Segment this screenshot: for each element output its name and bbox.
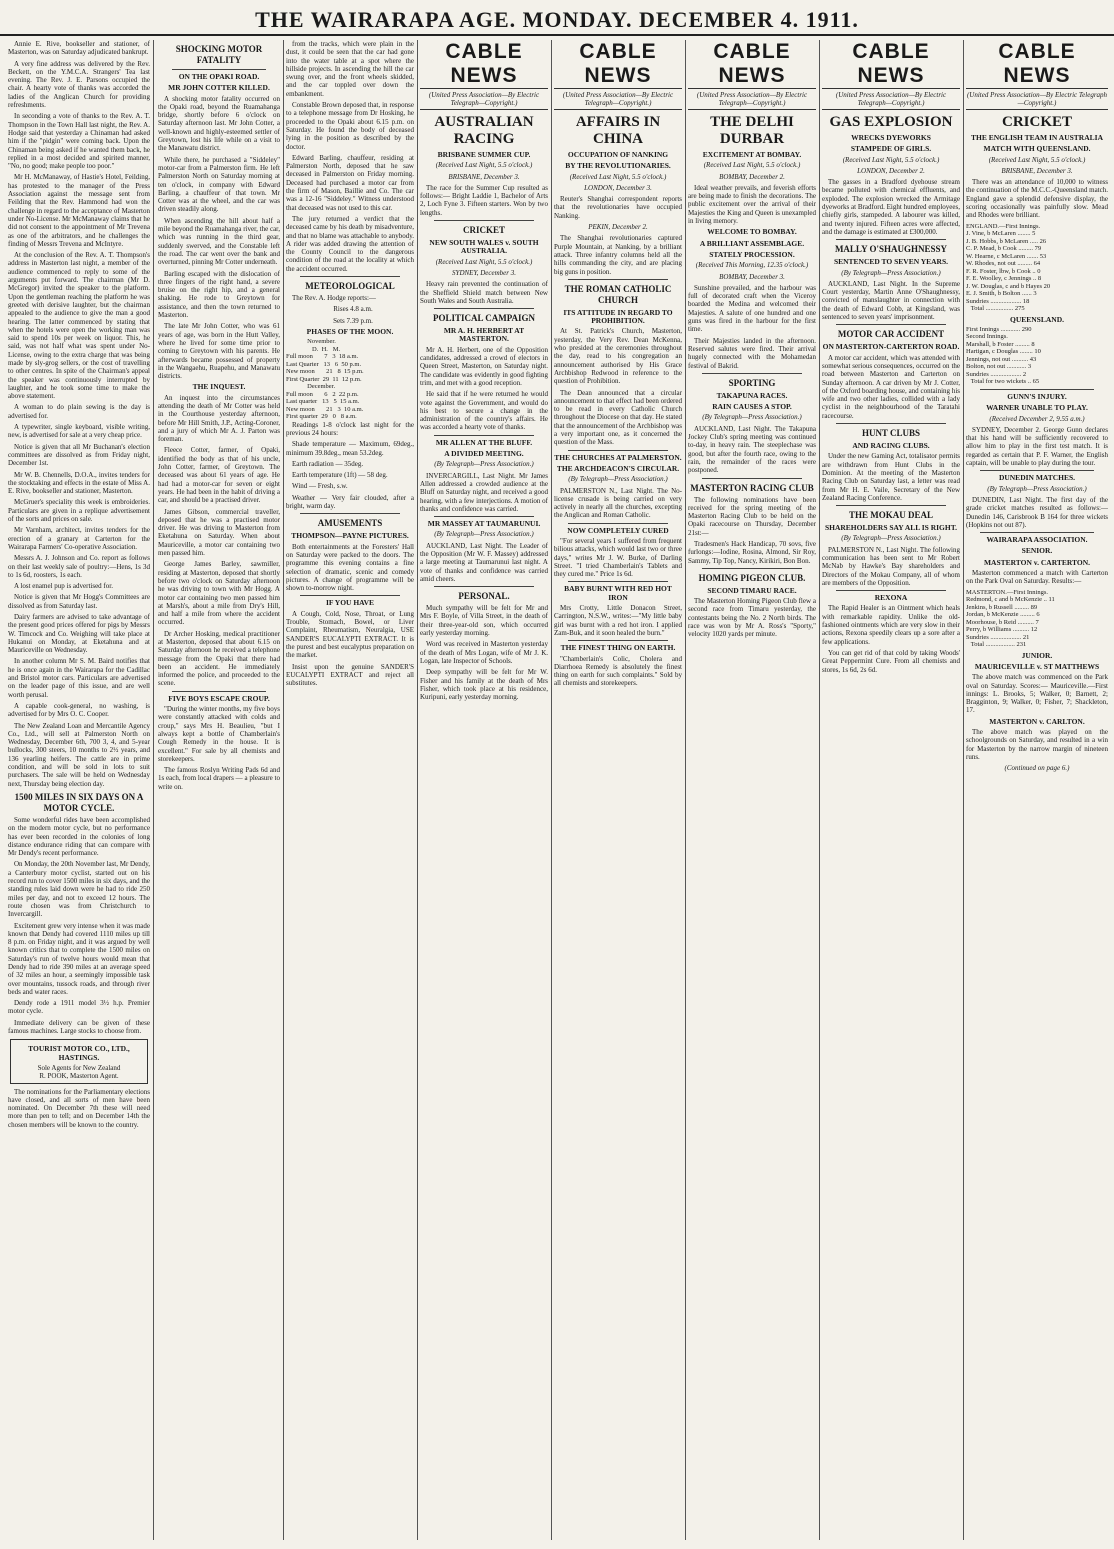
dateline: BOMBAY, December 3. (719, 272, 785, 281)
ad-line: R. POOK, Masterton Agent. (39, 1072, 119, 1081)
article-paragraph: Their Majesties landed in the afternoon. Reserved salutes were fired. Their arrival hugely connected with the Mohamedan festival of Bakrid. (688, 336, 816, 370)
column-motor-fatality (158, 40, 280, 1540)
received-note: (Received Last Night, 5.5 o'clock.) (569, 172, 667, 181)
article-paragraph: Much sympathy will be felt for Mr and Mrs F. Boyle, of Villa Street, in the death of their three-year-old son, which occurred early yesterday morning. (420, 604, 548, 638)
article-paragraph: Mrs Crotty, Little Donacon Street, Carrington, N.S.W., writes:—"My little baby girl was burnt with a red hot iron. I applied Zam-Buk, and it soon healed the burn." (554, 604, 682, 637)
article-paragraph: "Chamberlain's Colic, Cholera and Diarrhoea Remedy is absolutely the finest thing on earth for such complaints." Sold by all chemists and storekeepers. (554, 654, 682, 688)
column-rule (819, 40, 820, 1540)
article-paragraph: Deep sympathy will be felt for Mr W. Fisher and his family at the death of Mrs Fisher, which took place at his residence, Kuripuni, early yesterday morning. (420, 668, 548, 702)
article-subheadline: SENIOR. (1021, 546, 1053, 556)
masthead (0, 6, 1114, 36)
article-paragraph: The New Zealand Loan and Mercantile Agency Co., Ltd., will sell at Palmerston North on Wednesday, December 6th, 700 3, 4, and 5-year bullocks, 300 steers, 10 months to 2½ years, and 136 yearling heifers. The cattle are in prime condition, and will be sold in lots to suit purchasers. The sale will be held on Wednesday next, Thursday being election day. (8, 721, 150, 788)
article-paragraph: Notice is given that all Mr Buchanan's election committees are dissolved as from Friday night, December 1st. (8, 442, 150, 468)
article-paragraph: AUCKLAND, Last Night. In the Supreme Court yesterday, Martin Anne O'Shaughnessy, convicted of manslaughter in connection with the death of Edward Cobb, at Kingsland, was sentenced to seven years' imprisonment. (822, 279, 960, 322)
article-paragraph: Insist upon the genuine SANDER'S EUCALYPTI EXTRACT and reject all substitutes. (286, 662, 414, 688)
article-paragraph: Some wonderful rides have been accomplished on the modern motor cycle, but no performance has ever been recorded in the colonies of long distance endurance riding that can compare with Mr Dendy's recent performance. (8, 815, 150, 858)
advertisement-headline: IF YOU HAVE (325, 598, 375, 608)
article-paragraph: Both entertainments at the Foresters' Hall on Saturday were packed to the doors. The programme this evening contains a fine selection of dramatic, scenic and comedy pictures. A change of programme will be shown to-morrow night. (286, 542, 414, 593)
article-subheadline: TAKAPUNA RACES. (716, 390, 788, 400)
article-paragraph: The above match was commenced on the Park oval on Saturday. Scores:— Mauriceville.—First innings: L. Brooks, 5; Walker, 0; Barnett, 2; Bragginton, 9; Walker, 0; Fisher, 7; Shackleton, 17. (966, 673, 1108, 715)
article-subheadline: STATELY PROCESSION. (709, 249, 795, 259)
article-paragraph: A lost enamel pup is advertised for. (14, 582, 113, 591)
agency-credit: (By Telegraph—Press Association.) (702, 413, 802, 422)
article-subheadline: SECOND TIMARU RACE. (707, 585, 797, 595)
divider (568, 523, 668, 524)
article-paragraph: While there, he purchased a "Siddeley" motor-car from a Palmerston firm. He left Palmerston North on Saturday morning at ten o'clock, in company with Edward Barling, a chauffeur of that town. Mr Cotter was at the wheel, and the car was driven steadily along. (158, 155, 280, 214)
agency-credit: (By Telegraph—Press Association.) (434, 460, 534, 469)
cable-news-credit: (United Press Association—By Electric Telegraph—Copyright.) (554, 91, 682, 110)
article-subheadline: WARNER UNABLE TO PLAY. (986, 403, 1088, 413)
article-headline: METEOROLOGICAL (305, 281, 395, 292)
article-paragraph: George James Barley, sawmiller, residing at Masterton, deposed that shortly before two o'clock on Saturday afternoon he was driving to town with Mr Hogg. A motor car containing two men passed him at Marsh's, about a mile from Dry's Hill, and half a mile from where the accident occurred. (158, 560, 280, 627)
article-paragraph: A capable cook-general, no washing, is advertised for by Mrs O. C. Cooper. (8, 701, 150, 719)
article-subheadline: THOMPSON—PAYNE PICTURES. (291, 531, 409, 541)
article-paragraph: Dr Archer Hosking, medical practitioner at Masterton, deposed that about 6.15 on Saturday afternoon he received a telephone message from the Opaki that there had been an accident. He immediately informed the police, and proceeded to the scene. (158, 629, 280, 688)
divider (568, 279, 668, 280)
column-rule (153, 40, 154, 1540)
divider (702, 478, 802, 479)
moon-phase-table: November. D. H. M. Full moon 7 3 18 a.m. Last Quarter 13 6 50 p.m. New moon 21 8 15 p.m. First Quarter 29 11 12 p.m. December. Full moon 6 2 22 p.m. Last quarter 13 5 15 a.m. New moon 21 3 10 a.m. First quarter 29 0 8 a.m. (286, 338, 364, 421)
article-paragraph: Mr Varnham, architect, invites tenders for the erection of a granary at Carterton for the Wairarapa Farmers' Co-operative Association. (8, 526, 150, 551)
article-headline: THE CHURCHES AT PALMERSTON. (554, 452, 682, 462)
weather-line: Wind — Fresh, s.w. (292, 482, 348, 491)
divider (172, 691, 266, 692)
article-headline: PERSONAL. (458, 591, 510, 602)
received-note: (Received December 2, 9.55 a.m.) (989, 414, 1085, 423)
cable-news-credit: (United Press Association—By Electric Telegraph—Copyright.) (822, 91, 960, 110)
column-rule (551, 40, 552, 1540)
article-paragraph: from the tracks, which were plain in the dust, it could be seen that the car had gone into the water table at a spot where the hillside projects. In ascending the hill the car swung over, and the front wheels skidded, and the car toppled over down the embankment. (286, 40, 414, 98)
advertisement-headline: NOW COMPLETELY CURED (567, 525, 669, 535)
article-subheadline: MR A. H. HERBERT AT MASTERTON. (443, 326, 525, 344)
article-subheadline: THE ARCHDEACON'S CIRCULAR. (556, 463, 680, 473)
divider (434, 435, 534, 436)
article-paragraph: Mr W. B. Chennells, D.O.A., invites tenders for the stocktaking and effects in the estate of Miss A. E. Rive, bookseller and stationer, Masterton. (8, 470, 150, 496)
scorecard: ENGLAND.—First Innings. J. Vine, b McLaren ........ 5 J. B. Hobbs, b McLaren ..... 26 C. P. Mead, b Cook ......... 79 W. Hearne, c McLaren ....... 53 W. Rhodes, not out ......... 64 F. R. Foster, lbw, b Cook .. 0 F. E. Woolley, c Jennings .. 8 J. W. Douglas, c and b Hayes 20 E. J. Smith, b Bolton ...... 3 Sundries ................... 18 Total ................. 275 (966, 222, 1051, 313)
article-paragraph: In seconding a vote of thanks to the Rev. A. T. Thompson in the Town Hall last night, the Rev. A. Hodge said that yesterday a Chinaman had asked him if the "pidgin" were coming back. Upon the Chinaman being asked if he wanted them back, he replied in a most decided and spirited manner, "No, no good; make people too poor." (8, 112, 150, 171)
article-paragraph: The Shanghai revolutionaries captured Purple Mountain, at Nanking, by a brilliant attack. Three infantry columns held all the hills commanding the city, and are placing big guns in position. (554, 234, 682, 276)
article-subheadline: OCCUPATION OF NANKING (567, 150, 669, 159)
cable-news-banner: CABLE NEWS (688, 40, 816, 89)
advertisement (10, 1039, 148, 1083)
article-paragraph: A Cough, Cold, Nose, Throat, or Lung Trouble, Stomach, Bowel, or Liver Complaint, Rheumatism, Neuralgia, USE SANDER'S EUCALYPTI EXTRACT. It is the purest and best eucalyptus preparation on the market. (286, 609, 414, 660)
article-paragraph: At the conclusion of the Rev. A. T. Thompson's address in Masterton last night, a member of the audience commenced to reply to some of the arguments put forward. The chairman (Mr D. McGregor) invited the speaker to the platform. Upon the gentleman reaching the platform he was greeted with derisive laughter, but the chairman appealed to the audience to give the man a good hearing. The latter commenced by stating that when the hotels were open the working man was said to spend 10s per week on liquor. This, he said, was not half what was spent under No-License, owing to the extra charge that was being made by sly-grog sellers, or the cost of travelling to other centres. In spite of the Chairman's appeal the speaker was continuously interrupted by laughter, and he took some time to make the above statement. (8, 251, 150, 401)
divider (836, 590, 946, 591)
article-subheadline: SHAREHOLDERS SAY ALL IS RIGHT. (824, 523, 958, 533)
article-subheadline: ITS ATTITUDE IN REGARD TO PROHIBITION. (563, 307, 673, 326)
article-paragraph: The above match was played on the schoolgrounds on Saturday, and resulted in a win for Masterton by the narrow margin of nineteen runs. (966, 727, 1108, 761)
weather-line: Readings 1-8 o'clock last night for the previous 24 hours: (286, 420, 414, 437)
article-headline: AMUSEMENTS (317, 518, 383, 529)
article-paragraph: There was an attendance of 10,000 to witness the continuation of the M.C.C.-Queensland match. England gave a splendid defensive display, the scoring occasionally was painfully slow. Mead and Rhodes were brilliant. (966, 178, 1108, 220)
article-headline: MR ALLEN AT THE BLUFF. (435, 437, 533, 447)
divider (434, 586, 534, 587)
divider (172, 69, 266, 70)
article-paragraph: AUCKLAND, Last Night. The Takapuna Jockey Club's spring meeting was continued to-day, in heavy rain. The steeplechase was good, but after the fourth race, owing to the rain, the remainder of the races were postponed. (688, 424, 816, 475)
article-paragraph: McGruer's speciality this week is embroideries. Particulars are given in a replique advertisement of the sorts and prices on sale. (8, 498, 150, 524)
article-paragraph: On Monday, the 20th November last, Mr Dendy, a Canterbury motor cyclist, started out on his record run to cover 1500 miles in six days, and the standing rules laid down were he had to ride 250 miles per day, and not to exceed 12 hours. The route chosen was from Christchurch to Invercargill. (8, 860, 150, 919)
weather-line: The Rev. A. Hodge reports:— (292, 294, 376, 303)
scorecard: MASTERTON.—First Innings. Redmond, c and b McKenzie .. 11 Jenkins, b Russell ......... 89 Jordan, b McKenzie ......... 6 Moorhouse, b Reid .......... 7 Perry, b Williams .......... 12 Sundries ................... 21 Total .................. 231 (966, 588, 1055, 649)
article-headline: HOMING PIGEON CLUB. (698, 572, 806, 583)
divider (980, 470, 1094, 471)
dateline: LONDON, December 3. (584, 183, 652, 192)
article-paragraph: PALMERSTON N., Last Night. The following communication has been sent to Mr Robert McNab by Hawke's Bay shareholders and Directors of the Mokau Company, all of whom are members of the Opposition. (822, 545, 960, 587)
article-subheadline: A BRILLIANT ASSEMBLAGE. (699, 238, 805, 248)
article-paragraph: "During the winter months, my five boys were constantly attacked with colds and croup," says Mrs H. Beaulieu, "but I always kept a bottle of Chamberlain's Cough Remedy in the house. It is excellent." For sale by all chemists and storekeepers. (158, 705, 280, 763)
article-headline: WAIRARAPA ASSOCIATION. (986, 535, 1088, 545)
agency-credit: (By Telegraph—Press Association.) (568, 475, 668, 484)
column-cable-news-cricket (966, 40, 1108, 1540)
masthead-title: THE WAIRARAPA AGE. MONDAY. DECEMBER 4. 1911. (255, 7, 859, 32)
divider (300, 595, 400, 596)
divider (836, 239, 946, 240)
article-paragraph: Annie E. Rive, bookseller and stationer, of Masterton, was on Saturday adjudicated bankrupt. (8, 40, 150, 57)
article-subheadline: NEW SOUTH WALES v. SOUTH AUSTRALIA. (429, 238, 539, 256)
divider (836, 505, 946, 506)
weather-line: Weather — Very fair clouded, after a bright, warm day. (286, 493, 414, 511)
article-headline: DUNEDIN MATCHES. (998, 473, 1076, 483)
article-paragraph: The famous Roslyn Writing Pads 6d and 1s each, from local drapers — a pleasure to write on. (158, 766, 280, 791)
article-paragraph: The nominations for the Parliamentary elections have closed, and all sorts of men have been nominated. On December 7th these will need more than pen to tell; and on December 14th the chosen members will be known to the country. (8, 1087, 150, 1129)
dateline: LONDON, December 2. (857, 166, 925, 175)
dateline: PEKIN, December 2. (588, 223, 648, 232)
scorecard: First Innings ............ 290 Second Innings. Marshall, b Foster ......... 8 Hartigan, c Douglas ........ 10 Jennings, not out .......... 43 Bolton, not out ............ 3 Sundries ................... 2 Total for two wickets .. 65 (966, 325, 1041, 386)
article-subheadline: PHASES OF THE MOON. (306, 326, 394, 336)
article-paragraph: Dairy farmers are advised to take advantage of the present good prices offered for pigs by Messrs W. Timcock and Co. Weighing will take place at Hukanui on Monday, at Eketahuna and at Mauriceville on Wednesday. (8, 613, 150, 655)
agency-credit: (By Telegraph—Press Association.) (434, 530, 534, 539)
divider (702, 373, 802, 374)
article-paragraph: He said that if he were returned he would vote against the Government, and would do his best to secure a change in the administration of the country's affairs. He was accorded a hearty vote of thanks. (420, 390, 548, 432)
article-subheadline: MATCH WITH QUEENSLAND. (983, 144, 1091, 154)
column-cable-news-gas-explosion (822, 40, 960, 1540)
article-headline: 1500 MILES IN SIX DAYS ON A MOTOR CYCLE. (14, 791, 144, 813)
weather-line: Shade temperature — Maximum, 69deg., minimum 39.8deg., mean 53.2deg. (286, 440, 414, 457)
divider (568, 640, 668, 641)
article-subheadline: STAMPEDE OF GIRLS. (850, 144, 932, 154)
article-headline: CRICKET (1001, 114, 1072, 130)
article-subheadline: WRECKS DYEWORKS (851, 133, 931, 142)
divider (434, 516, 534, 517)
article-headline: MASTERTON RACING CLUB (690, 482, 814, 493)
advertisement-headline: REXONA (874, 593, 908, 603)
agency-credit: (By Telegraph—Press Association.) (841, 534, 941, 543)
cable-news-credit: (United Press Association—By Electric Telegraph—Copyright.) (688, 91, 816, 110)
article-paragraph: Constable Brown deposed that, in response to a telephone message from Dr Hosking, he proceeded to the Opaki about 6.15 p.m. on Saturday. He found the body of deceased lying in the position as described by the doctor. (286, 101, 414, 151)
received-note: (Received Last Night, 5.5 o'clock.) (988, 155, 1086, 164)
article-subheadline: MASTERTON v. CARTERTON. (983, 557, 1091, 567)
received-note: (Received Last Night, 5.5 o'clock.) (842, 155, 940, 164)
article-paragraph: The gasses in a Bradford dyehouse stream became polluted with chemical effluents, and exploded. The explosion wrecked the Armitage dyeworks at Bradford. Eight hundred employees, chiefly girls, stampeded. A labourer was killed, and twenty injured. Fifteen acres were affected, and the damage is estimated at £300,000. (822, 178, 960, 236)
article-paragraph: Word was received in Masterton yesterday of the death of Mrs Logan, wife of Mr J. K. Logan, late Inspector of Schools. (420, 640, 548, 665)
article-headline: GUNN'S INJURY. (1007, 391, 1067, 401)
article-subheadline: JUNIOR. (1021, 650, 1053, 660)
dateline: BOMBAY, December 2. (719, 172, 785, 181)
divider (980, 532, 1094, 533)
article-paragraph: Edward Barling, chauffeur, residing at Palmerston North, deposed that he saw deceased in Palmerston on Friday morning. Deceased had purchased a motor car from the firm of Mason, Baillie and Co. The car was a 12-16 "Siddeley." Witness understood that deceased was not used to this car. (286, 153, 414, 212)
article-paragraph: The late Mr John Cotter, who was 61 years of age, was born in the Hutt Valley, where he lived for some time prior to coming to Greytown with his parents. He afterwards became possessed of property in the Wangaehu, Ruapehu, and Manawatu districts. (158, 322, 280, 381)
column-cable-news-china (554, 40, 682, 1540)
weather-line: Earth temperature (1ft) — 58 deg. (292, 471, 388, 480)
article-paragraph: The Masterton Homing Pigeon Club flew a second race from Timaru yesterday, the contestants being the No. 2 North birds. The race was won by Mr A. Ross's "Sporty," velocity 1020 yards per minute. (688, 597, 816, 639)
article-paragraph: "For several years I suffered from frequent bilious attacks, which would last two or three days," writes Mr J. W. Burke, of Darling Street. "I tried Chamberlain's Tablets and they cured me." Price 1s 6d. (554, 536, 682, 579)
cable-news-credit: (United Press Association—By Electric Telegraph—Copyright.) (420, 91, 548, 110)
advertisement-headline: BABY BURNT WITH RED HOT IRON (564, 584, 672, 602)
ad-line: Sole Agents for New Zealand (37, 1063, 121, 1072)
article-paragraph: Reuter's Shanghai correspondent reports that the revolutionaries have occupied Nanking. (554, 195, 682, 220)
article-paragraph: A shocking motor fatality occurred on the Opaki road, beyond the Ruamahanga bridge, shortly before 6 o'clock on Saturday afternoon last. Mr John Cotter, a well-known and highly-esteemed settler of Greytown, lost his life while on a visit to the Manawatu district. (158, 94, 280, 153)
article-paragraph: Mr H. McManaway, of Hastie's Hotel, Feilding, has protested to the manager of the Press Association against the message sent from Feilding that the Rev. Hammond had won the challenge in regard to the acceptance of Masterton under No-License. Mr McManaway claims that he did not consent to the appointment of Mr Trevena as one of the arbitrators, and he challenges the finding of Messrs Trevena and McIntyre. (8, 173, 150, 248)
article-subheadline: THE ENGLISH TEAM IN AUSTRALIA (971, 133, 1103, 142)
article-paragraph: Barling escaped with the dislocation of three fingers of the right hand, a severe bruise on the right hip, and a general shaking. He rode to Greytown for assistance, and then the town returned to Masterton. (158, 269, 280, 320)
article-paragraph: James Gibson, commercial traveller, deposed that he was a practised motor driver. He was driving to Masterton from Eketahuna on Saturday. When about Mauriceville, a motor car containing two men passed him. (158, 507, 280, 558)
column-rule (417, 40, 418, 1540)
article-paragraph: A very fine address was delivered by the Rev. Beckett, on the Y.M.C.A. Strangers' Tea last evening. The Rev. J. E. Parsons occupied the chair. A hearty vote of thanks was accorded the ladies of the Anglican Church for providing refreshments. (8, 59, 150, 110)
divider (300, 513, 400, 514)
article-headline: THE DELHI DURBAR (710, 114, 794, 147)
article-headline: MR MASSEY AT TAUMARUNUI. (427, 519, 541, 529)
weather-line: Sets 7.39 p.m. (333, 316, 373, 325)
article-headline: POLITICAL CAMPAIGN (432, 313, 536, 324)
article-paragraph: An inquest into the circumstances attending the death of Mr Cotter was held in the Courthouse yesterday afternoon, before Mr Hill Smith, J.P., Acting-Coroner, and a jury of which Mr A. J. Parton was foreman. (158, 393, 280, 444)
article-paragraph: A motor car accident, which was attended with somewhat serious consequences, occurred on the road between Masterton and Carterton on Sunday afternoon. A car driven by Mr J. Cotter, of the Oxford boarding house, and containing his wife and two other ladies, collided with a lady cyclist in the neighbourhood of the Taratahi racecourse. (822, 353, 960, 420)
article-headline: GAS EXPLOSION (829, 114, 953, 130)
article-paragraph: DUNEDIN, Last Night. The first day of the grade cricket matches resulted as follows:—Dunedin 146, Carisbrook B 164 for three wickets (Hopkins not out 87). (966, 495, 1108, 529)
article-paragraph: SYDNEY, December 2. George Gunn declares that his hand will be sufficiently recovered to allow him to play in the first test match. It is regarded as certain that P. F. Warner, the English captain, will be unable to play during the tour. (966, 425, 1108, 468)
article-paragraph: The following nominations have been received for the spring meeting of the Masterton Racing Club to be held on the Opaki racecourse on Thursday, December 21st:— (688, 495, 816, 537)
article-subheadline: ON THE OPAKI ROAD. (178, 72, 260, 81)
article-paragraph: Messrs A. J. Johnson and Co. report as follows on their last weekly sale of poultry:—Hens, 1s 3d to 1s 6d, roosters, 1s each. (8, 554, 150, 579)
article-paragraph: Masterton commenced a match with Carterton on the Park Oval on Saturday. Results:— (966, 569, 1108, 586)
divider (568, 581, 668, 582)
article-paragraph: Mr A. H. Herbert, one of the Opposition candidates, addressed a crowd of electors in Queen Street, Masterton, on Saturday night. The candidate was evidently in good fighting trim, and met with a good reception. (420, 345, 548, 387)
weather-line: Earth radiation — 35deg. (292, 459, 364, 468)
article-paragraph: Notice is given that Mr Hogg's Committees are dissolved as from Saturday last. (8, 593, 150, 610)
divider (702, 568, 802, 569)
article-subheadline: SENTENCED TO SEVEN YEARS. (833, 257, 949, 267)
article-paragraph: Tradesmen's Hack Handicap, 70 sovs, five furlongs:—Iodine, Rosina, Almond, Sir Roy, Sammy, Tip Top, Nancy, Kirikiri, Bon Bon. (688, 539, 816, 565)
article-subheadline: WELCOME TO BOMBAY. (707, 227, 797, 237)
divider (434, 308, 534, 309)
article-headline: MOTOR CAR ACCIDENT (837, 329, 945, 340)
article-subheadline: RAIN CAUSES A STOP. (712, 402, 792, 412)
article-paragraph: Heavy rain prevented the continuation of the Sheffield Shield match between New South Wales and South Australia. (420, 280, 548, 305)
agency-credit: (By Telegraph—Press Association.) (987, 484, 1087, 493)
received-note: (Received Last Night, 5.5 o'clock.) (435, 257, 533, 266)
article-paragraph: The race for the Summer Cup resulted as follows:— Bright Laddie 1, Bachelor of Arts 2, Loch Fyne 3. Fifteen starters. Won by two lengths. (420, 183, 548, 217)
article-paragraph: In another column Mr S. M. Baird notifies that he is once again in the Wairarapa for the Cadillac and Bristol motor cars. Particulars are advertised on the leader page of this issue, and are well worth perusal. (8, 657, 150, 699)
divider (980, 389, 1094, 390)
article-subheadline: ON MASTERTON-CARTERTON ROAD. (822, 342, 960, 352)
column-rule (685, 40, 686, 1540)
column-rule (283, 40, 284, 1540)
column-cable-news-racing (420, 40, 548, 1540)
divider (836, 423, 946, 424)
article-headline: MALLY O'SHAUGHNESSY (834, 244, 948, 255)
dateline: BRISBANE, December 3. (448, 172, 520, 181)
cable-news-banner: CABLE NEWS (822, 40, 960, 89)
received-note: (Received Last Night, 5.5 o'clock.) (703, 161, 801, 170)
article-paragraph: PALMERSTON N., Last Night. The No-license crusade is being carried on very actively in nearly all the churches, excepting the Anglican and Roman Catholic. (554, 486, 682, 520)
column-local-notes (8, 40, 150, 1540)
article-subheadline: BRISBANE SUMMER CUP. (437, 150, 531, 159)
column-rule (963, 40, 964, 1540)
article-subheadline: MR JOHN COTTER KILLED. (168, 83, 270, 93)
article-paragraph: Fleece Cotter, farmer, of Opaki, identified the body as that of his uncle, John Cotter, farmer, of Greytown. The deceased was about 61 years of age. He had had a motor-car for seven or eight years. He had been in the habit of driving a car, and should be a practised driver. (158, 446, 280, 505)
article-headline: AUSTRALIAN RACING (434, 114, 534, 147)
article-subheadline: EXCITEMENT AT BOMBAY. (702, 150, 802, 159)
ad-title: TOURIST MOTOR CO., LTD., HASTINGS. (28, 1044, 130, 1062)
article-subheadline: MAURICEVILLE v. ST MATTHEWS (974, 661, 1100, 671)
article-headline: FIVE BOYS ESCAPE CROUP. (168, 693, 270, 703)
article-headline: CRICKET (462, 225, 505, 236)
article-paragraph: The Dean announced that a circular announcement to that effect had been ordered to be read in every Catholic Church throughout the Diocese on that day. He stated that the announcement of the Archbishop was a very important one, as it concerned the question of the Mass. (554, 388, 682, 447)
article-paragraph: Excitement grew very intense when it was made known that Dendy had covered 1110 miles up till 8 p.m. on Friday night, and it was argued by well known critics that to complete the 1500 miles on Saturday's run of twelve hours would mean that Dendy had to ride 390 miles at an average speed of 32 miles an hour, a seemingly impossible task over mountains, tussock roads, and through river beds and water races. (8, 921, 150, 996)
article-headline: SPORTING (728, 377, 776, 388)
article-subheadline: A DIVIDED MEETING. (444, 449, 524, 459)
article-headline: THE ROMAN CATHOLIC CHURCH (564, 283, 672, 305)
article-paragraph: At St. Patrick's Church, Masterton, yesterday, the Very Rev. Dean McKenna, who presided at the ceremonies throughout the day, read to his congregation an announcement authorised by His Grace Archbishop Redwood in reference to the question of Prohibition. (554, 327, 682, 386)
cable-news-banner: CABLE NEWS (420, 40, 548, 89)
advertisement-headline: THE FINEST THING ON EARTH. (560, 643, 676, 653)
article-paragraph: The Rapid Healer is an Ointment which heals with remarkable rapidity. Unlike the old-fashioned ointments which are very slow in their actions, Rexona speedily clears up a sore after a few applications. (822, 604, 960, 646)
divider (568, 450, 668, 451)
article-subheadline: THE INQUEST. (192, 382, 246, 392)
article-paragraph: When ascending the hill about half a mile beyond the Ruamahanga river, the car, which was running in the third gear, suddenly swerved, and the Constable left the road. The car went over the bank and overturned, pinning Mr Cotter underneath. (158, 216, 280, 267)
column-inquest-meteorological (286, 40, 414, 1540)
article-headline: AFFAIRS IN CHINA (575, 114, 661, 147)
dateline: SYDNEY, December 3. (452, 268, 516, 277)
dateline: BRISBANE, December 3. (1001, 166, 1073, 175)
article-paragraph: Ideal weather prevails, and feverish efforts are being made to finish the decorations. The public excitement over the arrival of their Majesties the King and Queen is unexampled in living memory. (688, 183, 816, 226)
article-subheadline: QUEENSLAND. (1010, 314, 1064, 324)
agency-credit: (By Telegraph—Press Association.) (841, 268, 941, 277)
cable-news-banner: CABLE NEWS (554, 40, 682, 89)
article-paragraph: A typewriter, single keyboard, visible writing, new, is advertised for sale at a very cheap price. (8, 423, 150, 440)
article-headline: THE MOKAU DEAL (848, 510, 933, 521)
weather-line: Rises 4.8 a.m. (333, 305, 373, 314)
continued-note: (Continued on page 6.) (1004, 764, 1070, 773)
received-note: (Received Last Night, 5.5 o'clock.) (435, 161, 533, 170)
received-note: (Received This Morning, 12.35 o'clock.) (695, 261, 809, 270)
cable-news-credit: (United Press Association—By Electric Telegraph—Copyright.) (966, 91, 1108, 110)
cable-news-banner: CABLE NEWS (966, 40, 1108, 89)
divider (434, 220, 534, 221)
article-paragraph: Under the new Gaming Act, totalisator permits are withdrawn from Hunt Clubs in the Dominion. At the meeting of the Masterton Racing Club on Saturday last, a letter was read from Mr H. E. Vaile, Secretary of the New Zealand Racing Conference. (822, 452, 960, 502)
article-paragraph: INVERCARGILL, Last Night. Mr James Allen addressed a crowded audience at the Bluff on Saturday night, and received a good hearing, with a few interjections. A motion of thanks and confidence was carried. (420, 471, 548, 513)
article-paragraph: Sunshine prevailed, and the harbour was full of decorated craft when the Viceroy boarded the Medina and welcomed their Majesties. A salute of one hundred and one guns was fired in the harbour for the first time. (688, 283, 816, 334)
article-paragraph: A woman to do plain sewing is the day is advertised for. (8, 403, 150, 420)
divider (300, 276, 400, 277)
article-headline: HUNT CLUBS (861, 428, 921, 439)
article-paragraph: You can get rid of that cold by taking Woods' Great Peppermint Cure. From all chemists and stores, 1s 6d, 2s 6d. (822, 648, 960, 674)
column-cable-news-durbar (688, 40, 816, 1540)
article-paragraph: AUCKLAND, Last Night. The Leader of the Opposition (Mr W. F. Massey) addressed a large meeting at Taumarunui last night. A vote of thanks and confidence was carried amid cheers. (420, 541, 548, 583)
article-paragraph: The jury returned a verdict that the deceased came by his death by misadventure, and that no blame was attachable to anybody. A rider was added drawing the attention of the County Council to the dangerous condition of the road at the locality at which the accident occurred. (286, 214, 414, 273)
article-headline: SHOCKING MOTOR FATALITY (175, 44, 263, 65)
article-subheadline: AND RACING CLUBS. (852, 441, 930, 451)
article-paragraph: Dendy rode a 1911 model 3½ h.p. Premier motor cycle. (8, 999, 150, 1016)
article-subheadline: MASTERTON v. CARLTON. (989, 716, 1085, 726)
article-paragraph: Immediate delivery can be given of these famous machines. Large stocks to choose from. (8, 1018, 150, 1036)
divider (836, 324, 946, 325)
article-subheadline: BY THE REVOLUTIONARIES. (565, 161, 671, 171)
